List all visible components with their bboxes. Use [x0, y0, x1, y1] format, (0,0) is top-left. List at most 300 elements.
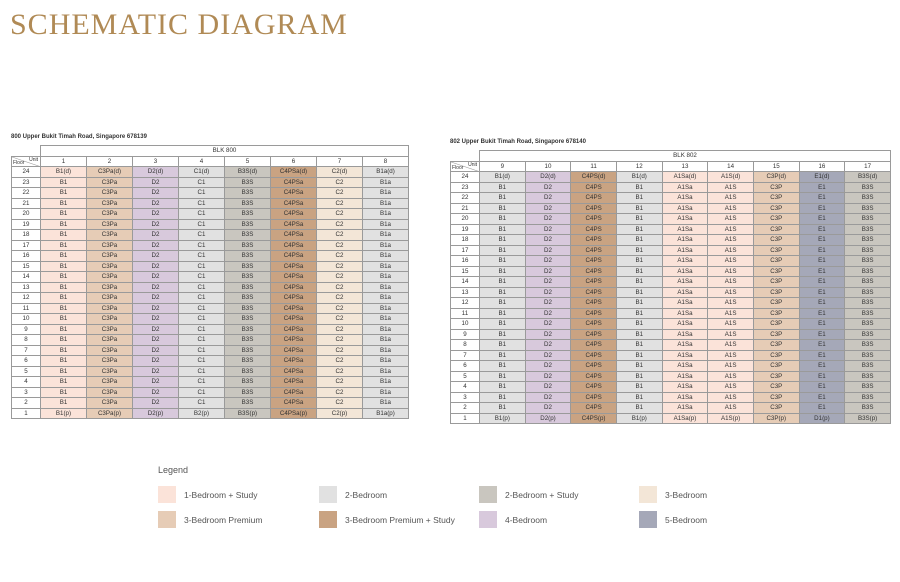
unit-type-cell: D2	[525, 235, 571, 246]
unit-type-cell: C4PSa	[271, 188, 317, 199]
unit-type-cell: B1	[41, 345, 87, 356]
unit-type-cell: B3S	[225, 219, 271, 230]
unit-type-cell: C4PS	[571, 361, 617, 372]
unit-type-cell: B1a	[363, 209, 409, 220]
unit-type-cell: C4PSa	[271, 398, 317, 409]
unit-type-cell: E1	[799, 287, 845, 298]
floor-number: 13	[12, 282, 41, 293]
unit-type-cell: C3P	[753, 382, 799, 393]
unit-type-cell: C1	[179, 240, 225, 251]
unit-type-cell: A1Sa	[662, 350, 708, 361]
floor-number: 20	[451, 214, 480, 225]
unit-type-cell: B1	[480, 203, 526, 214]
unit-type-cell: C2	[317, 366, 363, 377]
unit-type-cell: C2	[317, 356, 363, 367]
unit-type-cell: B1	[41, 377, 87, 388]
unit-type-cell: C1	[179, 356, 225, 367]
floor-number: 24	[12, 167, 41, 178]
unit-type-cell: A1Sa	[662, 182, 708, 193]
unit-type-cell: C1	[179, 324, 225, 335]
floor-row	[451, 172, 891, 183]
floor-row	[12, 314, 409, 325]
legend-swatch	[158, 486, 176, 503]
unit-type-cell: B3S(d)	[845, 172, 891, 183]
unit-type-cell: B1a	[363, 314, 409, 325]
unit-type-cell: C4PS	[571, 329, 617, 340]
unit-type-cell: C3P	[753, 277, 799, 288]
unit-type-cell: C4PS	[571, 203, 617, 214]
unit-number: 16	[799, 161, 845, 172]
unit-type-cell: C3Pa	[87, 335, 133, 346]
unit-type-cell: A1Sa	[662, 371, 708, 382]
unit-type-cell: C2	[317, 177, 363, 188]
unit-type-cell: B1	[41, 261, 87, 272]
unit-type-cell: B1	[616, 308, 662, 319]
unit-type-cell: C3Pa	[87, 356, 133, 367]
unit-type-cell: B3S	[845, 350, 891, 361]
unit-type-cell: C3Pa	[87, 366, 133, 377]
floor-number: 22	[451, 193, 480, 204]
unit-type-cell: B1	[41, 251, 87, 262]
unit-type-cell: B1	[41, 272, 87, 283]
floor-number: 16	[12, 251, 41, 262]
unit-type-cell: C4PS	[571, 350, 617, 361]
unit-type-cell: D2	[525, 308, 571, 319]
unit-type-cell: B1	[616, 224, 662, 235]
unit-type-cell: C4PS(d)	[571, 172, 617, 183]
unit-type-cell: D2	[133, 366, 179, 377]
unit-type-cell: E1	[799, 371, 845, 382]
floor-row	[451, 382, 891, 393]
unit-type-cell: B1	[41, 177, 87, 188]
unit-type-cell: C1	[179, 261, 225, 272]
unit-type-cell: B3S	[225, 335, 271, 346]
unit-type-cell: B1	[41, 293, 87, 304]
floor-row	[12, 377, 409, 388]
unit-type-cell: A1Sa	[662, 266, 708, 277]
unit-type-cell: B1	[616, 214, 662, 225]
legend-label: 1-Bedroom + Study	[184, 489, 258, 500]
legend-item	[158, 511, 262, 528]
unit-type-cell: B1	[41, 240, 87, 251]
unit-type-cell: E1	[799, 329, 845, 340]
unit-type-cell: B1	[41, 314, 87, 325]
floor-row	[12, 209, 409, 220]
unit-type-cell: C2	[317, 398, 363, 409]
unit-type-cell: C3Pa	[87, 219, 133, 230]
unit-type-cell: A1Sa	[662, 277, 708, 288]
unit-type-cell: A1S	[708, 193, 754, 204]
unit-type-cell: C1	[179, 177, 225, 188]
unit-type-cell: B1	[480, 245, 526, 256]
unit-type-cell: C4PSa	[271, 387, 317, 398]
unit-type-cell: D2	[133, 335, 179, 346]
unit-type-cell: C4PS	[571, 256, 617, 267]
floor-row	[451, 350, 891, 361]
unit-type-cell: B3S(p)	[225, 408, 271, 419]
unit-type-cell: B3S	[225, 177, 271, 188]
block-800-address: 800 Upper Bukit Timah Road, Singapore 678139	[11, 134, 147, 140]
unit-number: 1	[41, 156, 87, 167]
unit-type-cell: B3S	[845, 329, 891, 340]
unit-type-cell: A1S	[708, 382, 754, 393]
unit-type-cell: B3S	[845, 298, 891, 309]
unit-type-cell: C3Pa	[87, 377, 133, 388]
unit-type-cell: C3Pa(p)	[87, 408, 133, 419]
unit-type-cell: C1	[179, 282, 225, 293]
unit-type-cell: C4PS	[571, 245, 617, 256]
floor-number: 15	[451, 266, 480, 277]
unit-type-cell: A1Sa	[662, 403, 708, 414]
unit-type-cell: C3Pa	[87, 293, 133, 304]
unit-type-cell: B3S	[225, 261, 271, 272]
unit-type-cell: C3Pa	[87, 240, 133, 251]
unit-type-cell: B1a	[363, 324, 409, 335]
legend-swatch	[639, 486, 657, 503]
floor-number: 3	[451, 392, 480, 403]
unit-type-cell: B1	[616, 203, 662, 214]
unit-type-cell: C1	[179, 230, 225, 241]
floor-number: 18	[451, 235, 480, 246]
floor-row	[451, 235, 891, 246]
floor-number: 17	[12, 240, 41, 251]
unit-type-cell: B1(p)	[616, 413, 662, 424]
floor-unit-corner	[12, 156, 41, 167]
unit-type-cell: B1	[616, 266, 662, 277]
unit-type-cell: A1Sa	[662, 245, 708, 256]
unit-type-cell: C2	[317, 303, 363, 314]
unit-type-cell: B1	[480, 319, 526, 330]
floor-number: 11	[451, 308, 480, 319]
floor-number: 2	[451, 403, 480, 414]
unit-type-cell: C3Pa(d)	[87, 167, 133, 178]
unit-type-cell: B1(d)	[41, 167, 87, 178]
unit-label: Unit	[29, 156, 38, 163]
unit-type-cell: B1	[616, 182, 662, 193]
unit-number: 6	[271, 156, 317, 167]
unit-type-cell: C3P	[753, 319, 799, 330]
unit-type-cell: B1	[616, 245, 662, 256]
unit-type-cell: E1	[799, 319, 845, 330]
unit-type-cell: D2	[525, 277, 571, 288]
floor-row	[451, 214, 891, 225]
legend-label: 2-Bedroom	[345, 489, 388, 500]
unit-type-cell: C3P	[753, 298, 799, 309]
unit-type-cell: B1	[616, 350, 662, 361]
unit-type-cell: B1	[480, 340, 526, 351]
unit-type-cell: D2	[525, 193, 571, 204]
floor-row	[12, 219, 409, 230]
unit-type-cell: B3S	[225, 398, 271, 409]
unit-type-cell: B1	[41, 188, 87, 199]
legend-swatch	[479, 511, 497, 528]
unit-type-cell: A1S	[708, 224, 754, 235]
unit-type-cell: E1	[799, 182, 845, 193]
unit-type-cell: A1S	[708, 277, 754, 288]
unit-type-cell: B1(p)	[480, 413, 526, 424]
unit-type-cell: C3P(p)	[753, 413, 799, 424]
floor-row	[12, 408, 409, 419]
unit-type-cell: C3P(d)	[753, 172, 799, 183]
unit-type-cell: D2	[133, 303, 179, 314]
floor-row	[451, 361, 891, 372]
unit-type-cell: C4PSa	[271, 356, 317, 367]
unit-type-cell: C3P	[753, 361, 799, 372]
floor-row	[12, 303, 409, 314]
unit-type-cell: C1	[179, 198, 225, 209]
unit-type-cell: B1	[616, 340, 662, 351]
unit-type-cell: C1	[179, 188, 225, 199]
unit-type-cell: E1(d)	[799, 172, 845, 183]
unit-type-cell: C2	[317, 219, 363, 230]
floor-row	[12, 398, 409, 409]
unit-type-cell: C3Pa	[87, 303, 133, 314]
floor-row	[12, 167, 409, 178]
unit-type-cell: B3S	[225, 198, 271, 209]
floor-number: 3	[12, 387, 41, 398]
unit-type-cell: B1(d)	[616, 172, 662, 183]
unit-type-cell: B1a	[363, 293, 409, 304]
unit-type-cell: C3P	[753, 203, 799, 214]
unit-type-cell: D2	[133, 230, 179, 241]
unit-type-cell: B3S	[845, 193, 891, 204]
floor-row	[451, 413, 891, 424]
unit-type-cell: C2	[317, 272, 363, 283]
unit-type-cell: C2	[317, 240, 363, 251]
block-802-header-row	[451, 151, 891, 162]
floor-row	[12, 324, 409, 335]
unit-type-cell: D2	[133, 240, 179, 251]
unit-type-cell: B1	[480, 298, 526, 309]
unit-number: 10	[525, 161, 571, 172]
unit-type-cell: C4PS	[571, 277, 617, 288]
floor-row	[451, 287, 891, 298]
unit-number: 2	[87, 156, 133, 167]
unit-type-cell: B3S	[845, 203, 891, 214]
block-800-table	[11, 145, 409, 419]
unit-type-cell: A1Sa	[662, 287, 708, 298]
unit-type-cell: D2	[133, 219, 179, 230]
floor-row	[451, 298, 891, 309]
unit-type-cell: C2	[317, 198, 363, 209]
unit-type-cell: A1Sa	[662, 340, 708, 351]
unit-number: 5	[225, 156, 271, 167]
unit-type-cell: B1	[480, 287, 526, 298]
unit-type-cell: B3S	[225, 293, 271, 304]
unit-type-cell: E1	[799, 214, 845, 225]
unit-type-cell: A1Sa	[662, 203, 708, 214]
floor-number: 20	[12, 209, 41, 220]
unit-type-cell: A1Sa	[662, 298, 708, 309]
unit-number: 7	[317, 156, 363, 167]
floor-label: Floor	[452, 165, 464, 171]
unit-type-cell: C3Pa	[87, 188, 133, 199]
unit-type-cell: B1a	[363, 335, 409, 346]
legend-label: 3-Bedroom	[665, 489, 708, 500]
unit-type-cell: B1	[480, 329, 526, 340]
legend-label: 2-Bedroom + Study	[505, 489, 579, 500]
unit-number: 13	[662, 161, 708, 172]
floor-row	[12, 230, 409, 241]
floor-number: 2	[12, 398, 41, 409]
unit-type-cell: C3P	[753, 256, 799, 267]
unit-type-cell: C3P	[753, 350, 799, 361]
unit-type-cell: B1	[480, 224, 526, 235]
floor-number: 14	[12, 272, 41, 283]
unit-type-cell: B3S	[845, 392, 891, 403]
unit-type-cell: C4PSa(p)	[271, 408, 317, 419]
unit-type-cell: C4PS	[571, 214, 617, 225]
unit-type-cell: C3P	[753, 266, 799, 277]
unit-type-cell: B1	[616, 361, 662, 372]
blank-cell	[451, 151, 480, 162]
unit-type-cell: B1	[616, 329, 662, 340]
unit-type-cell: C1	[179, 314, 225, 325]
floor-label: Floor	[13, 160, 25, 166]
unit-type-cell: C1	[179, 377, 225, 388]
floor-row	[12, 345, 409, 356]
unit-type-cell: B3S	[225, 324, 271, 335]
unit-type-cell: C1	[179, 209, 225, 220]
unit-type-cell: D2(p)	[525, 413, 571, 424]
unit-type-cell: A1Sa	[662, 214, 708, 225]
unit-type-cell: B1a	[363, 198, 409, 209]
unit-type-cell: D2	[133, 314, 179, 325]
unit-type-cell: C4PSa	[271, 324, 317, 335]
unit-type-cell: A1S	[708, 308, 754, 319]
unit-header-row	[12, 156, 409, 167]
unit-type-cell: C4PS	[571, 298, 617, 309]
unit-type-cell: C4PS	[571, 266, 617, 277]
floor-number: 5	[451, 371, 480, 382]
unit-type-cell: B1	[41, 209, 87, 220]
unit-type-cell: B3S	[225, 345, 271, 356]
legend-item	[319, 511, 455, 528]
floor-number: 6	[12, 356, 41, 367]
unit-type-cell: C2	[317, 293, 363, 304]
floor-number: 14	[451, 277, 480, 288]
unit-type-cell: B1	[480, 235, 526, 246]
unit-type-cell: C3Pa	[87, 398, 133, 409]
unit-type-cell: C3P	[753, 193, 799, 204]
unit-type-cell: B1	[616, 298, 662, 309]
floor-row	[451, 403, 891, 414]
floor-number: 6	[451, 361, 480, 372]
block-802-label: BLK 802	[480, 151, 891, 162]
unit-type-cell: B3S	[225, 282, 271, 293]
floor-number: 4	[12, 377, 41, 388]
unit-type-cell: C2	[317, 209, 363, 220]
unit-type-cell: D2	[133, 177, 179, 188]
unit-type-cell: D2	[133, 188, 179, 199]
unit-type-cell: D2	[525, 371, 571, 382]
unit-type-cell: C2	[317, 324, 363, 335]
floor-row	[451, 329, 891, 340]
floor-unit-corner	[451, 161, 480, 172]
unit-type-cell: B1	[616, 193, 662, 204]
floor-row	[451, 308, 891, 319]
unit-type-cell: B1	[616, 287, 662, 298]
unit-type-cell: B1	[480, 256, 526, 267]
unit-type-cell: C4PSa	[271, 219, 317, 230]
unit-type-cell: B3S	[845, 182, 891, 193]
unit-type-cell: B3S	[225, 314, 271, 325]
floor-number: 5	[12, 366, 41, 377]
unit-number: 8	[363, 156, 409, 167]
unit-type-cell: B1	[41, 366, 87, 377]
unit-type-cell: D2	[525, 214, 571, 225]
unit-type-cell: C3P	[753, 287, 799, 298]
unit-type-cell: B3S	[845, 224, 891, 235]
unit-type-cell: B1	[480, 182, 526, 193]
unit-type-cell: D2	[133, 272, 179, 283]
unit-type-cell: C2	[317, 314, 363, 325]
block-800-label: BLK 800	[41, 146, 409, 157]
floor-number: 19	[12, 219, 41, 230]
unit-type-cell: C3P	[753, 392, 799, 403]
floor-number: 21	[12, 198, 41, 209]
unit-type-cell: B1	[41, 230, 87, 241]
unit-type-cell: B1a(d)	[363, 167, 409, 178]
floor-number: 4	[451, 382, 480, 393]
legend-swatch	[319, 486, 337, 503]
legend-swatch	[319, 511, 337, 528]
unit-type-cell: E1	[799, 350, 845, 361]
legend-label: 5-Bedroom	[665, 514, 708, 525]
floor-row	[451, 277, 891, 288]
unit-type-cell: A1S	[708, 403, 754, 414]
unit-type-cell: C1	[179, 272, 225, 283]
legend-label: 4-Bedroom	[505, 514, 548, 525]
unit-type-cell: C1	[179, 387, 225, 398]
legend-item	[639, 486, 707, 503]
unit-type-cell: B3S	[845, 382, 891, 393]
unit-type-cell: A1S	[708, 392, 754, 403]
unit-type-cell: D2	[133, 377, 179, 388]
unit-type-cell: C4PSa	[271, 335, 317, 346]
unit-number: 11	[571, 161, 617, 172]
unit-type-cell: B1	[480, 214, 526, 225]
unit-type-cell: A1S(p)	[708, 413, 754, 424]
floor-row	[12, 272, 409, 283]
unit-type-cell: C1	[179, 219, 225, 230]
floor-number: 15	[12, 261, 41, 272]
legend-item	[639, 511, 707, 528]
unit-type-cell: A1Sa	[662, 382, 708, 393]
unit-type-cell: C4PSa	[271, 282, 317, 293]
legend-swatch	[639, 511, 657, 528]
unit-type-cell: B3S	[225, 303, 271, 314]
unit-type-cell: B1	[480, 371, 526, 382]
unit-type-cell: C4PSa	[271, 177, 317, 188]
unit-type-cell: B1	[480, 350, 526, 361]
unit-type-cell: C4PS	[571, 403, 617, 414]
floor-number: 16	[451, 256, 480, 267]
floor-number: 21	[451, 203, 480, 214]
unit-type-cell: C3P	[753, 403, 799, 414]
unit-type-cell: B3S	[225, 251, 271, 262]
unit-type-cell: D2	[133, 324, 179, 335]
floor-row	[12, 188, 409, 199]
unit-type-cell: B1	[41, 198, 87, 209]
unit-type-cell: C1	[179, 293, 225, 304]
legend-label: 3-Bedroom Premium + Study	[345, 514, 455, 525]
unit-type-cell: B1	[480, 308, 526, 319]
unit-type-cell: B3S	[225, 230, 271, 241]
unit-type-cell: B1(p)	[41, 408, 87, 419]
unit-type-cell: B1	[616, 392, 662, 403]
unit-type-cell: D2	[525, 329, 571, 340]
